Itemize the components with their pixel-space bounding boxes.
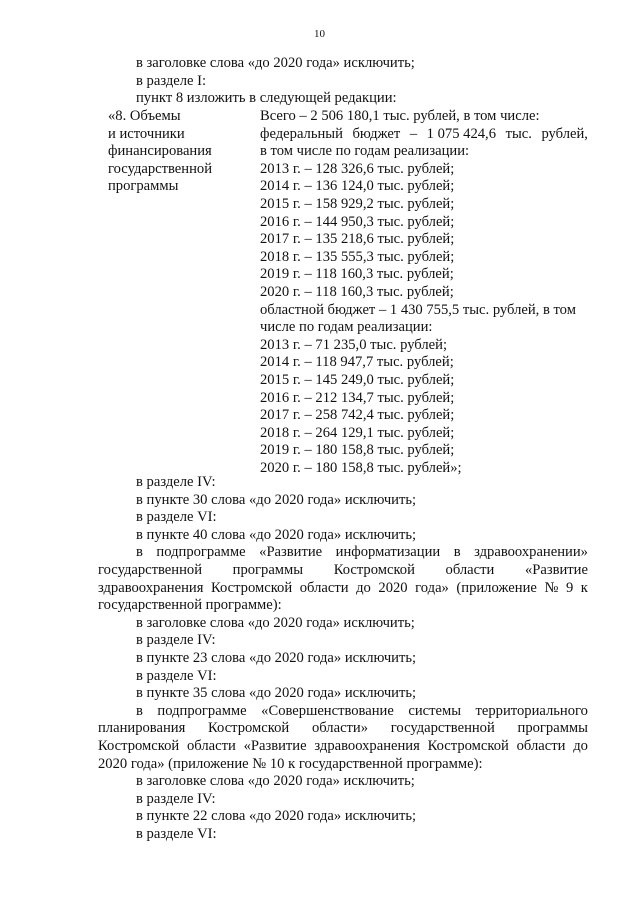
word: здравоохранения: [98, 579, 204, 596]
federal-year-line: 2014 г. – 136 124,0 тыс. рублей;: [260, 178, 455, 195]
text-line: в разделе IV:: [136, 474, 216, 490]
financing-values: [260, 108, 588, 477]
word: Костромской: [208, 720, 290, 737]
word: области: [445, 561, 495, 578]
text-line: в разделе VI:: [136, 667, 217, 684]
word: до: [356, 579, 371, 596]
word: здравоохранения: [314, 737, 420, 754]
text-line: в пункте 30 слова «до 2020 года» исключить;: [136, 491, 417, 508]
justified-line: [98, 703, 588, 721]
word: бюджет: [352, 125, 401, 142]
paragraph-territorial-planning: [98, 703, 588, 773]
regional-year-line: 2018 г. – 264 129,1 тыс. рублей;: [260, 424, 455, 441]
federal-year-line: 2020 г. – 118 160,3 тыс. рублей;: [260, 283, 454, 300]
text-line: в разделе VI:: [136, 825, 217, 842]
label-line: государственной: [108, 160, 213, 177]
word: программы: [232, 561, 304, 578]
text-line: в пункте 40 слова «до 2020 года» исключить;: [136, 526, 417, 543]
justified-line: [98, 580, 588, 598]
word: года»: [415, 579, 449, 596]
word: –: [409, 125, 418, 142]
word: федеральный: [260, 125, 343, 142]
word: «Развитие: [259, 544, 323, 561]
word: области: [186, 737, 236, 754]
federal-budget-line: [260, 126, 588, 144]
federal-year-line: 2015 г. – 158 929,2 тыс. рублей;: [260, 195, 455, 212]
text-line: в разделе IV:: [136, 632, 216, 649]
word: 2020: [378, 579, 408, 596]
text-line: 2020 года» (приложение № 10 к государственной программе):: [98, 755, 483, 772]
regional-year-line: 2019 г. – 180 158,8 тыс. рублей;: [260, 442, 455, 459]
word: Костромской: [98, 737, 180, 754]
regional-year-line: 2014 г. – 118 947,7 тыс. рублей;: [260, 354, 454, 371]
word: до: [573, 737, 588, 754]
outro-block: [98, 474, 588, 843]
justified-line: [98, 720, 588, 738]
justified-line: [98, 544, 588, 562]
regional-years-intro: числе по годам реализации:: [260, 319, 433, 336]
word: в: [453, 544, 461, 561]
word: Костромской: [427, 737, 509, 754]
intro-line: в разделе I:: [136, 72, 207, 89]
federal-year-line: 2017 г. – 135 218,6 тыс. рублей;: [260, 231, 455, 248]
federal-year-line: 2018 г. – 135 555,3 тыс. рублей;: [260, 248, 455, 265]
word: здравоохранении»: [474, 544, 588, 561]
intro-line: пункт 8 изложить в следующей редакции:: [136, 90, 397, 107]
word: «Развитие: [243, 737, 307, 754]
text-line: в заголовке слова «до 2020 года» исключить;: [136, 614, 415, 631]
word: подпрограмме: [156, 544, 246, 561]
word: подпрограмме: [157, 702, 247, 719]
word: Костромской: [333, 561, 415, 578]
regional-year-line: 2016 г. – 212 134,7 тыс. рублей;: [260, 389, 455, 406]
label-line: «8. Объемы: [108, 108, 181, 124]
text-line: в пункте 35 слова «до 2020 года» исключить;: [136, 685, 417, 702]
word: №: [544, 579, 559, 596]
text-line: в пункте 23 слова «до 2020 года» исключить;: [136, 649, 417, 666]
word: к: [580, 579, 588, 596]
word: территориального: [475, 702, 588, 719]
word: планирования: [98, 720, 186, 737]
regional-year-line: 2013 г. – 71 235,0 тыс. рублей;: [260, 336, 447, 353]
text-line: государственной программе):: [98, 597, 282, 614]
intro-block: [98, 55, 588, 108]
word: тыс.: [505, 125, 532, 142]
word: (приложение: [456, 579, 537, 596]
word: области»: [311, 720, 369, 737]
word: области: [299, 579, 349, 596]
word: области: [516, 737, 566, 754]
paragraph-informatization: [98, 544, 588, 614]
total-line: Всего – 2 506 180,1 тыс. рублей, в том числе:: [260, 108, 540, 124]
label-line: финансирования: [108, 143, 212, 160]
word: в: [136, 702, 143, 719]
word: системы: [408, 702, 462, 719]
word: информатизации: [335, 544, 441, 561]
word: «Совершенствование: [261, 702, 394, 719]
federal-year-line: 2013 г. – 128 326,6 тыс. рублей;: [260, 160, 455, 177]
word: «Развитие: [524, 561, 588, 578]
text-line: в разделе IV:: [136, 790, 216, 807]
federal-year-line: 2019 г. – 118 160,3 тыс. рублей;: [260, 266, 454, 283]
label-line: и источники: [108, 125, 185, 142]
word: государственной: [390, 720, 495, 737]
text-line: в разделе VI:: [136, 509, 217, 526]
word: государственной: [98, 561, 203, 578]
word: программы: [517, 720, 588, 737]
page-number: 10: [314, 28, 325, 40]
justified-line: [98, 562, 588, 580]
word: 9: [565, 579, 574, 596]
regional-year-line: 2020 г. – 180 158,8 тыс. рублей»;: [260, 459, 462, 476]
regional-year-line: 2017 г. – 258 742,4 тыс. рублей;: [260, 407, 455, 424]
word: в: [136, 544, 143, 561]
intro-line: в заголовке слова «до 2020 года» исключить;: [136, 55, 415, 71]
regional-year-line: 2015 г. – 145 249,0 тыс. рублей;: [260, 371, 455, 388]
word: 1 075 424,6: [426, 125, 496, 142]
federal-years-intro: в том числе по годам реализации:: [260, 143, 470, 160]
text-line: в заголовке слова «до 2020 года» исключить;: [136, 773, 415, 790]
regional-budget-line: областной бюджет – 1 430 755,5 тыс. рублей, в том: [260, 301, 576, 318]
word: Костромской: [210, 579, 293, 596]
label-line: программы: [108, 178, 179, 195]
word: рублей,: [541, 125, 588, 142]
text-line: в пункте 22 слова «до 2020 года» исключить;: [136, 808, 417, 825]
justified-line: [98, 738, 588, 756]
federal-year-line: 2016 г. – 144 950,3 тыс. рублей;: [260, 213, 455, 230]
financing-label: [108, 108, 253, 196]
